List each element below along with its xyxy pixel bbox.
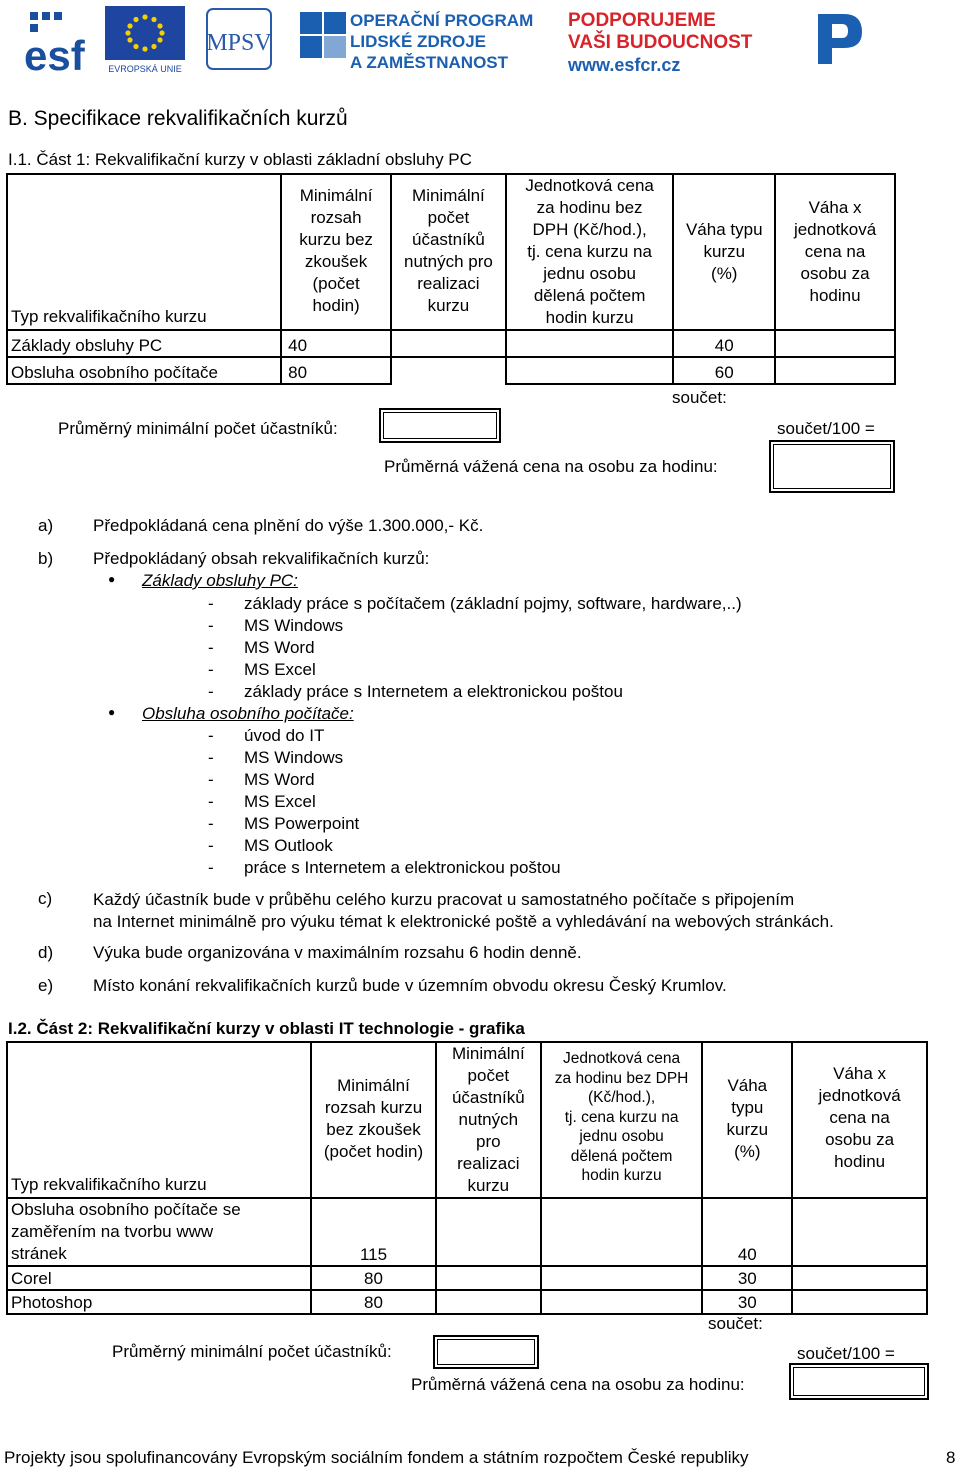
slogan-line2: VAŠI BUDOUCNOST	[568, 32, 753, 53]
p2-row1-name-l3: stránek	[11, 1244, 67, 1263]
p2-col-min-hours	[311, 1042, 436, 1198]
table-row	[7, 1290, 927, 1314]
p2-row1-price	[541, 1198, 703, 1266]
p2-hours-l4: (počet hodin)	[323, 1142, 424, 1161]
p1-price-l4: tj. cena kurzu na	[527, 242, 652, 261]
p1-price-l7: hodin kurzu	[545, 308, 634, 327]
point-c-letter: c)	[38, 889, 53, 908]
p1-col-type: Typ rekvalifikačního kurzu	[7, 174, 281, 330]
p1-weighted-l3: cena na	[804, 242, 866, 261]
p2-weighted-l5: hodinu	[834, 1152, 886, 1171]
list-item: - MS Windows	[208, 748, 344, 767]
p2-hours-l2: rozsah kurzu	[324, 1098, 423, 1117]
p1-row2-price	[506, 357, 674, 384]
p2-col-type: Typ rekvalifikačního kurzu	[7, 1042, 311, 1198]
p2-row2-hours: 80	[311, 1266, 436, 1290]
p1-avg-price-label: Průměrná vážená cena na osobu za hodinu:	[384, 457, 718, 476]
p2-part-l1: Minimální	[451, 1044, 525, 1063]
p1-hours-l1: Minimální	[299, 186, 373, 205]
bullet-icon: ●	[108, 705, 116, 719]
p1-row2-weighted	[775, 357, 895, 384]
table-row	[7, 1198, 927, 1266]
p2-price-l6: dělená počtem	[570, 1147, 673, 1165]
point-d-text: Výuka bude organizována v maximálním rozsahu 6 hodin denně.	[93, 943, 582, 962]
list-item: - MS Outlook	[208, 836, 333, 855]
mpsv-logo-text: MPSV	[206, 30, 272, 56]
list-item: - MS Excel	[208, 792, 316, 811]
list-item: - úvod do IT	[208, 726, 325, 745]
p1-row1-weighted	[775, 330, 895, 357]
slogan	[568, 10, 752, 76]
p1-price-l1: Jednotková cena	[525, 176, 654, 195]
p1-row2-hours: 80	[281, 357, 391, 384]
p2-row1-hours: 115	[311, 1198, 436, 1266]
p1-row1-hours: 40	[281, 330, 391, 357]
p2-weighted-l4: osobu za	[825, 1130, 895, 1149]
table-row	[7, 330, 895, 357]
slogan-line1: PODPORUJEME	[568, 10, 716, 31]
p2-row2-participants	[436, 1266, 541, 1290]
point-c-line2: na Internet minimálně pro výuku témat k elektronické poště a vyhledávání na webových stránkách.	[93, 912, 834, 931]
p1-row1-price	[506, 330, 674, 357]
p2-row3-price	[541, 1290, 703, 1314]
p2-col-weighted	[792, 1042, 927, 1198]
bullet-icon: ●	[108, 572, 116, 586]
p1-weighted-l5: hodinu	[809, 286, 861, 305]
p1-hours-l4: zkoušek	[304, 252, 368, 271]
p2-part-l5: pro	[476, 1132, 501, 1151]
table-row	[7, 357, 895, 384]
puzzle-icon	[296, 8, 350, 70]
p1-price-l3: DPH (Kč/hod.),	[532, 220, 647, 239]
p2-sum100-label: součet/100 =	[797, 1344, 895, 1363]
p2-row1-participants	[436, 1198, 541, 1266]
p1-col-weighted	[775, 174, 895, 330]
p1-part-l6: kurzu	[427, 296, 470, 315]
p1-sum-label: součet:	[672, 388, 727, 407]
p1-col-unit-price	[506, 174, 674, 330]
p1-weighted-l4: osobu za	[800, 264, 870, 283]
p2-col-min-participants	[436, 1042, 541, 1198]
p2-row3-name: Photoshop	[7, 1290, 311, 1314]
list-item: - MS Word	[208, 770, 315, 789]
point-b-letter: b)	[38, 549, 54, 568]
p2-row1-name	[7, 1198, 311, 1266]
p2-part-l6: realizaci	[457, 1154, 520, 1173]
p2-row1-weight: 40	[702, 1198, 792, 1266]
op-line3: A ZAMĚSTNANOST	[350, 53, 509, 72]
p2-avg-participants-input[interactable]	[433, 1335, 539, 1369]
p2-row2-name: Corel	[7, 1266, 311, 1290]
p1-row1-participants	[391, 330, 506, 357]
part2-table	[6, 1041, 928, 1315]
p1-row1-weight: 40	[673, 330, 775, 357]
p2-row3-weighted	[792, 1290, 927, 1314]
p1-weight-l3: (%)	[711, 264, 738, 283]
point-a-letter: a)	[38, 516, 54, 535]
p1-part-l3: účastníků	[412, 230, 485, 249]
op-line2: LIDSKÉ ZDROJE	[350, 32, 487, 51]
eu-label: EVROPSKÁ UNIE	[108, 64, 182, 74]
p2-hours-l1: Minimální	[337, 1076, 410, 1095]
p1-row2-participants	[391, 357, 506, 384]
table-row	[7, 1266, 927, 1290]
p2-row2-weighted	[792, 1266, 927, 1290]
part1-table	[6, 173, 896, 385]
p2-part-l3: účastníků	[451, 1088, 525, 1107]
p2-part-l7: kurzu	[467, 1176, 510, 1195]
point-a-text: Předpokládaná cena plnění do výše 1.300.000,- Kč.	[93, 516, 484, 535]
slogan-url: www.esfcr.cz	[568, 55, 681, 75]
list-item: - MS Excel	[208, 660, 316, 679]
p2-col-unit-price	[541, 1042, 703, 1198]
list-item: - základy práce s Internetem a elektronickou poštou	[208, 682, 623, 701]
p1-part-l4: nutných pro	[403, 252, 493, 271]
p1-row2-name: Obsluha osobního počítače	[7, 357, 281, 384]
p1-row2-weight: 60	[673, 357, 775, 384]
p1-row1-name: Základy obsluhy PC	[7, 330, 281, 357]
list-item: - práce s Internetem a elektronickou poštou	[208, 858, 561, 877]
p1-hours-l3: kurzu bez	[299, 230, 373, 249]
p1-avg-participants-input[interactable]	[379, 408, 501, 443]
eu-flag-logo	[105, 6, 185, 74]
p2-weight-l3: kurzu	[726, 1120, 769, 1139]
page-number: 8	[946, 1448, 956, 1467]
p1-avg-participants-label: Průměrný minimální počet účastníků:	[58, 419, 338, 438]
p1-hours-l6: hodin)	[312, 296, 360, 315]
p2-row1-name-l2: zaměřením na tvorbu www	[11, 1222, 214, 1241]
p2-part-l2: počet	[467, 1066, 510, 1085]
page-title: B. Specifikace rekvalifikačních kurzů	[8, 107, 348, 130]
p2-avg-participants-label: Průměrný minimální počet účastníků:	[112, 1342, 392, 1361]
p2-weight-l4: (%)	[734, 1142, 761, 1161]
p2-row1-weighted	[792, 1198, 927, 1266]
p1-hours-l5: (počet	[312, 274, 360, 293]
op-logo-text	[350, 10, 533, 73]
course1-title: Základy obsluhy PC:	[142, 571, 298, 590]
list-item: - MS Windows	[208, 616, 344, 635]
p2-row3-hours: 80	[311, 1290, 436, 1314]
mpsv-logo	[206, 8, 272, 70]
point-b-text: Předpokládaný obsah rekvalifikačních kurzů:	[93, 549, 430, 568]
course2-title: Obsluha osobního počítače:	[142, 704, 354, 723]
header-logos	[0, 0, 960, 90]
p2-avg-price-input[interactable]	[789, 1363, 929, 1400]
p2-price-l5: jednu osobu	[579, 1128, 664, 1145]
p1-part-l5: realizaci	[417, 274, 480, 293]
p2-price-l1: Jednotková cena	[562, 1050, 681, 1067]
list-item: - MS Powerpoint	[208, 814, 360, 833]
list-item: - MS Word	[208, 638, 315, 657]
point-d-letter: d)	[38, 943, 54, 962]
point-c-line1: Každý účastník bude v průběhu celého kurzu pracovat u samostatného počítače s připojením	[93, 890, 795, 909]
p1-hours-l2: rozsah	[310, 208, 362, 227]
esf-logo	[22, 6, 102, 74]
p2-weighted-l1: Váha x	[833, 1064, 887, 1083]
p2-col-weight	[702, 1042, 792, 1198]
p1-weight-l1: Váha typu	[685, 220, 763, 239]
p1-avg-price-input[interactable]	[769, 440, 895, 493]
footer-text: Projekty jsou spolufinancovány Evropským sociálním fondem a státním rozpočtem České republiky	[4, 1448, 749, 1467]
part2-heading: I.2. Část 2: Rekvalifikační kurzy v oblasti IT technologie - grafika	[8, 1019, 525, 1038]
point-c-text	[93, 889, 834, 933]
p1-price-l6: dělená počtem	[533, 286, 646, 305]
p2-weighted-l2: jednotková	[818, 1086, 901, 1105]
op-line1: OPERAČNÍ PROGRAM	[350, 11, 534, 30]
p2-price-l4: tj. cena kurzu na	[564, 1108, 679, 1126]
p2-weight-l1: Váha	[727, 1076, 768, 1095]
p1-part-l2: počet	[427, 208, 470, 227]
p2-weight-l2: typu	[731, 1098, 764, 1117]
p2-price-l2: za hodinu bez DPH	[554, 1069, 689, 1087]
list-item: - základy práce s počítačem (základní pojmy, software, hardware,..)	[208, 594, 742, 613]
p1-weighted-l2: jednotková	[793, 220, 877, 239]
point-e-letter: e)	[38, 976, 54, 995]
ministry-logo	[804, 6, 874, 70]
p1-part-l1: Minimální	[412, 186, 485, 205]
p1-weight-l2: kurzu	[703, 242, 746, 261]
part1-header-row	[7, 174, 895, 330]
p2-hours-l3: bez zkoušek	[326, 1120, 421, 1139]
p2-row2-price	[541, 1266, 703, 1290]
p2-weighted-l3: cena na	[829, 1108, 890, 1127]
p2-row3-participants	[436, 1290, 541, 1314]
p2-price-l3: (Kč/hod.),	[587, 1089, 656, 1106]
p2-avg-price-label: Průměrná vážená cena na osobu za hodinu:	[411, 1375, 745, 1394]
point-e-text: Místo konání rekvalifikačních kurzů bude v územním obvodu okresu Český Krumlov.	[93, 976, 727, 995]
p2-row2-weight: 30	[702, 1266, 792, 1290]
p2-price-l7: hodin kurzu	[581, 1167, 662, 1184]
p2-part-l4: nutných	[458, 1110, 519, 1129]
esf-logo-text: esf	[24, 32, 85, 74]
p1-price-l5: jednu osobu	[543, 264, 636, 283]
part1-heading: I.1. Část 1: Rekvalifikační kurzy v oblasti základní obsluhy PC	[8, 150, 472, 169]
p2-row1-name-l1: Obsluha osobního počítače se	[11, 1200, 241, 1219]
p1-weighted-l1: Váha x	[808, 198, 862, 217]
p1-col-min-participants	[391, 174, 506, 330]
course2-list	[208, 725, 561, 879]
p1-col-min-hours	[281, 174, 391, 330]
p1-price-l2: za hodinu bez	[536, 198, 643, 217]
p2-row3-weight: 30	[702, 1290, 792, 1314]
p1-col-weight	[673, 174, 775, 330]
p2-sum-label: součet:	[708, 1314, 763, 1333]
part2-header-row	[7, 1042, 927, 1198]
course1-list	[208, 593, 742, 703]
p1-sum100-label: součet/100 =	[777, 419, 875, 438]
